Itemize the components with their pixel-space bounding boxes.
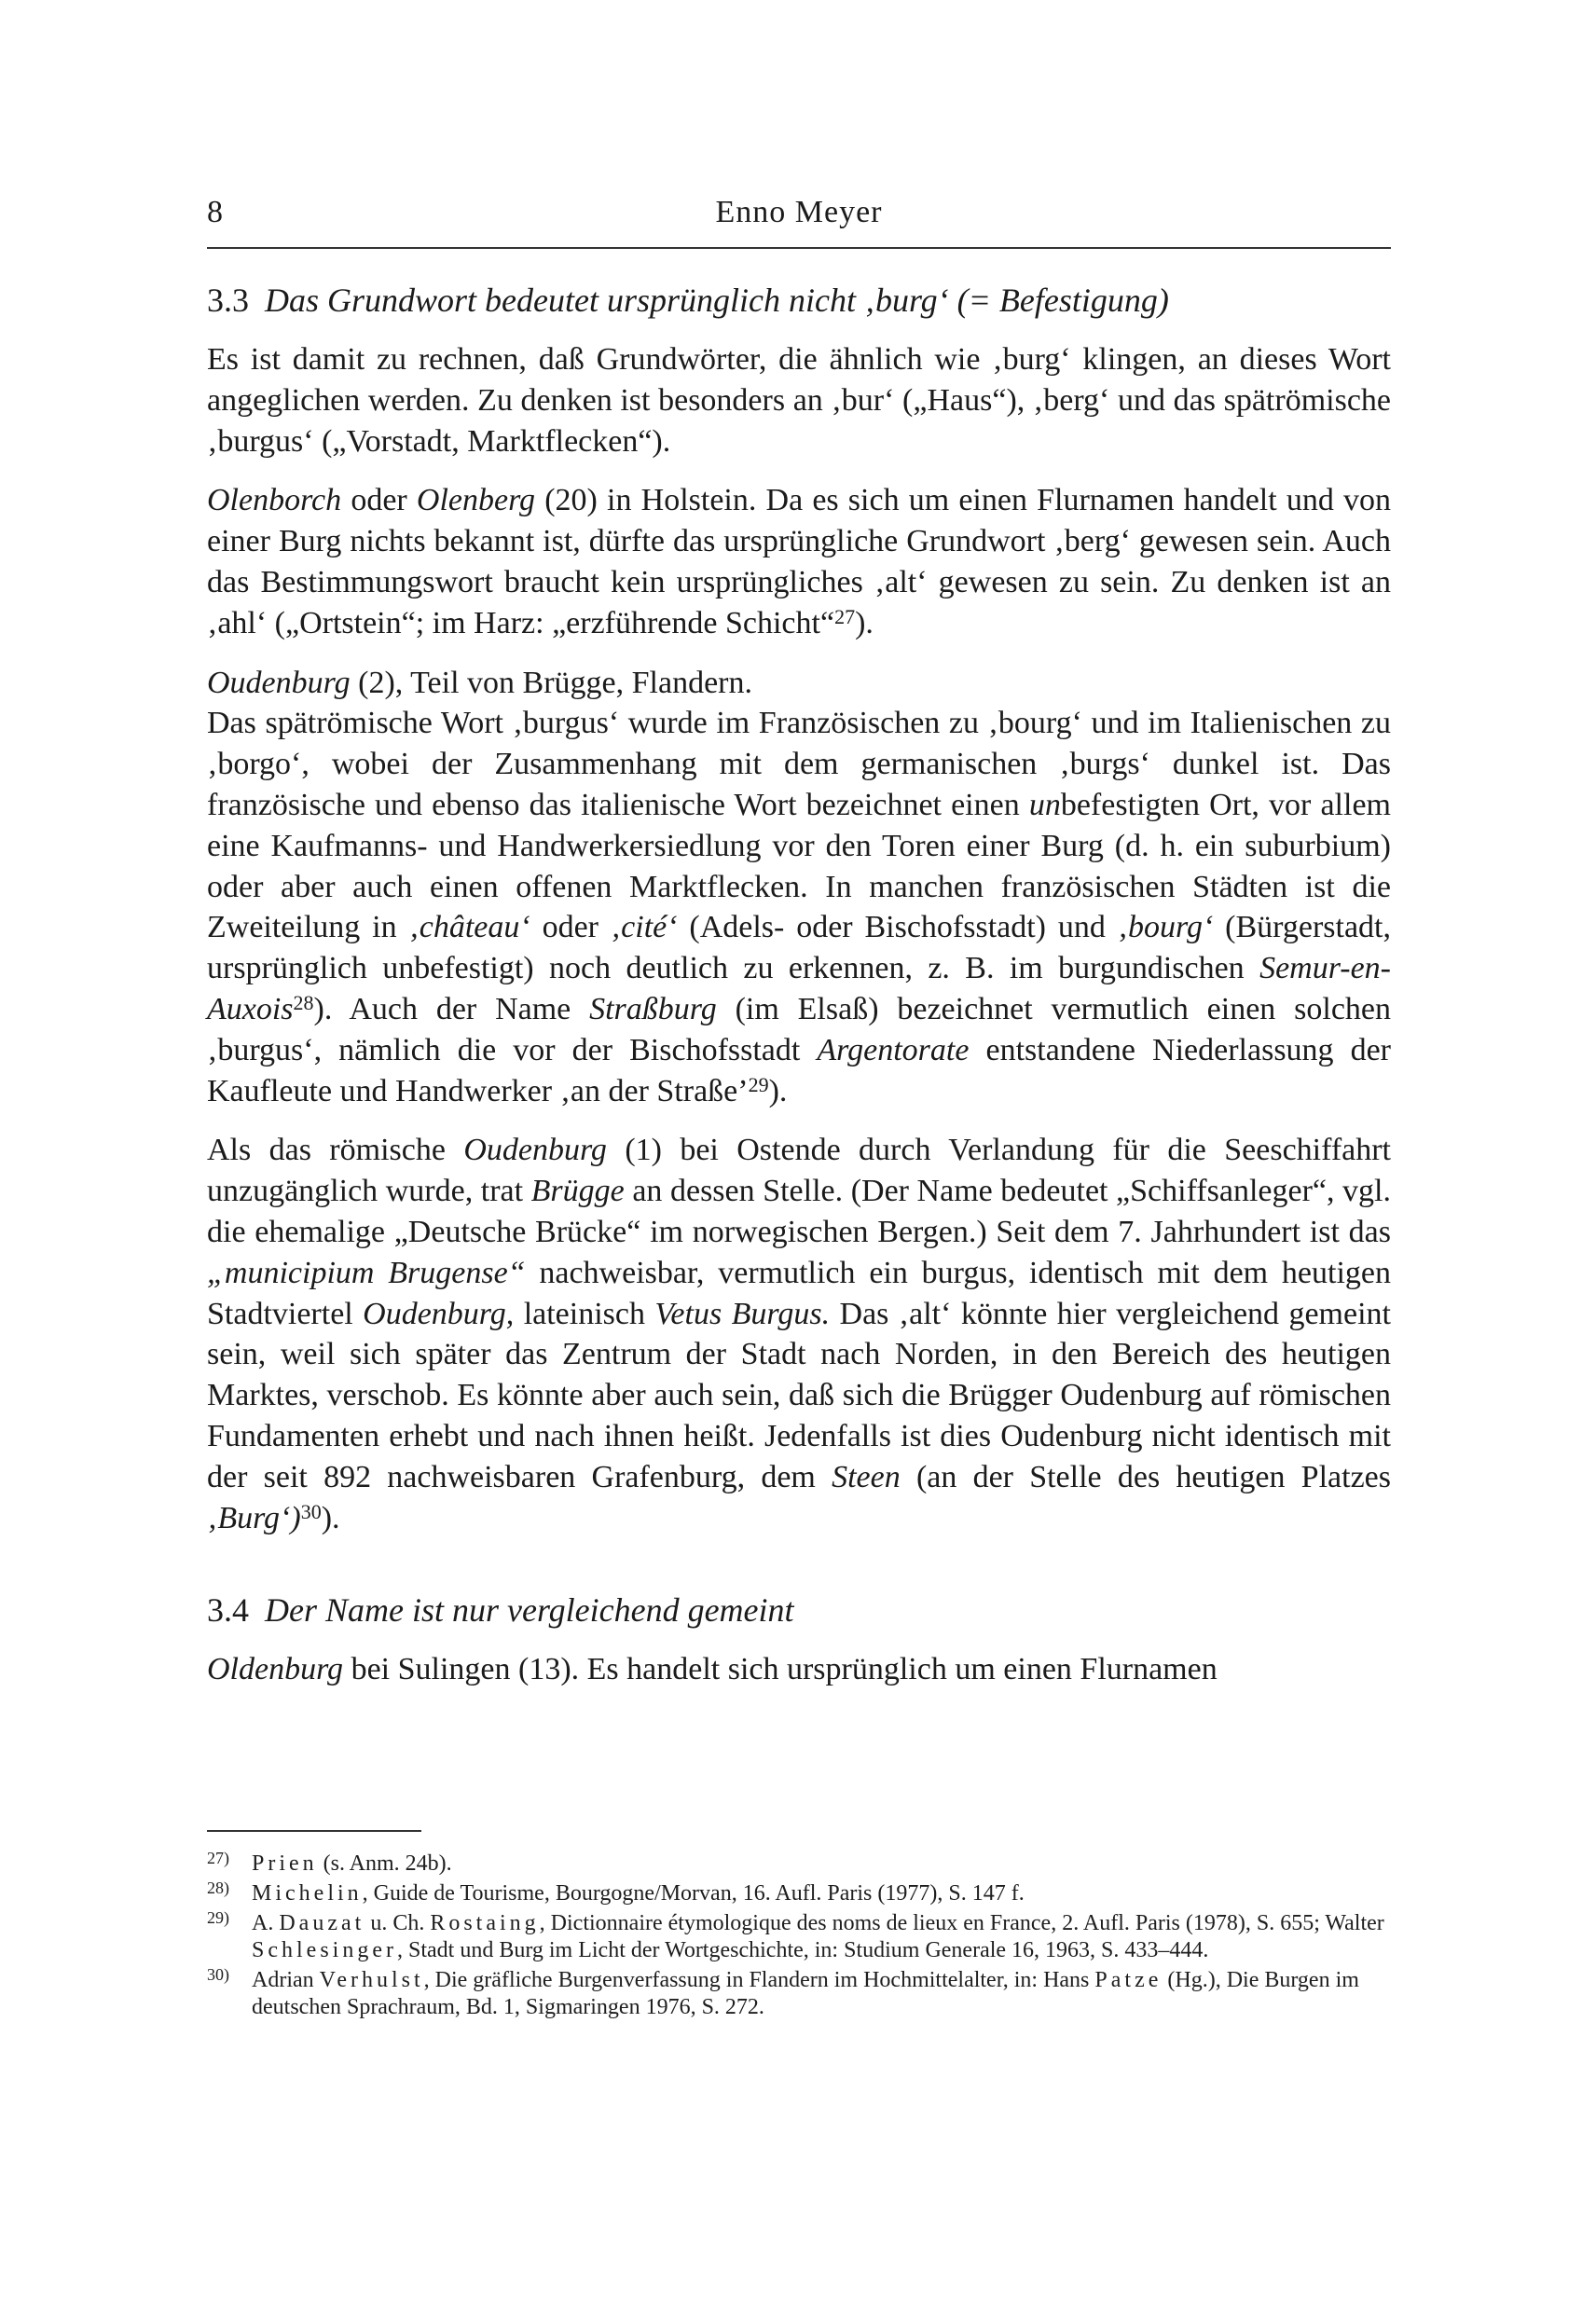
footnote-text: , Guide de Tourisme, Bourgogne/Morvan, 16. Aufl. Paris (1977), S. 147 f. — [362, 1881, 1025, 1906]
footnote-separator — [207, 1830, 421, 1832]
footnote-text: , Stadt und Burg im Licht der Wortgeschichte, in: Studium Generale 16, 1963, S. 433–444. — [396, 1938, 1209, 1962]
text-run: entstandene Niederlassung der Kaufleute und Handwerker ‚an der Straße’ — [207, 1032, 1392, 1108]
footnote-ref-27[interactable]: 27 — [834, 604, 856, 628]
footnote-text: A. — [252, 1911, 280, 1935]
footnote-author: Prien — [252, 1851, 318, 1876]
footnote-number: 29) — [207, 1908, 229, 1927]
text-run: (an der Stelle des heutigen Platzes — [900, 1459, 1391, 1494]
text-run: bei Sulingen (13). Es handelt sich ursprünglich um einen Flurnamen — [343, 1652, 1218, 1687]
footnote-text: (Hg.), Die Burgen im deutschen Sprachraum, Bd. 1, Sigmaringen 1976, S. 272. — [252, 1968, 1359, 2019]
place-name: Straßburg — [589, 991, 717, 1026]
text-run: ). — [855, 605, 874, 640]
footnote-author: Schlesinger — [252, 1938, 397, 1962]
text-run: befestigten Ort, vor allem eine Kaufmanns- und Handwerkersiedlung vor den Toren einer Burg (d. h. ein suburbium) oder aber auch einen offenen Marktflecken. In manchen französischen Städten ist die Zweiteilung in — [207, 787, 1391, 945]
footnote-text: u. Ch. — [365, 1911, 431, 1935]
section-title: Das Grundwort bedeutet ursprünglich nicht ‚burg‘ (= Befestigung) — [265, 282, 1169, 319]
text-run: (2), Teil von Brügge, Flandern. — [350, 665, 752, 700]
place-name: Olenberg — [416, 483, 536, 518]
place-name: Steen — [832, 1459, 901, 1494]
text-run: oder — [341, 483, 417, 518]
footnote-author: Verhulst — [319, 1968, 424, 1992]
section-spacer — [207, 1557, 1391, 1590]
text-run: lateinisch — [514, 1296, 655, 1331]
footnote-ref-30[interactable]: 30 — [300, 1499, 322, 1523]
footnote-text: (s. Anm. 24b). — [317, 1851, 452, 1876]
footnote-number: 28) — [207, 1878, 229, 1897]
paragraph-oudenburg-title — [207, 663, 1391, 704]
section-title: Der Name ist nur vergleichend gemeint — [265, 1591, 794, 1630]
text-run: (Bürgerstadt, ursprünglich unbefestigt) noch deutlich zu erkennen, z. B. im burgundischen — [207, 910, 1391, 986]
emphasis: un — [1028, 787, 1061, 822]
footnote-text: , Dictionnaire étymologique des noms de lieux en France, 2. Aufl. Paris (1978), S. 655; Walter — [539, 1911, 1384, 1935]
text-run: (im Elsaß) bezeichnet vermutlich einen solchen ‚burgus‘, nämlich die vor der Bischofsstadt — [207, 991, 1392, 1067]
paragraph-grundwoerter: Es ist damit zu rechnen, daß Grundwörter, die ähnlich wie ‚burg‘ klingen, an dieses Wort angeglichen werden. Zu denken ist besonders an ‚bur‘ („Haus“), ‚berg‘ und das spätrömische ‚burgus‘ („Vorstadt, Marktflecken“). — [207, 342, 1391, 459]
page-header — [207, 191, 1391, 249]
place-name: ‚Burg‘) — [207, 1500, 301, 1535]
term: „municipium Brugense“ — [207, 1255, 526, 1290]
paragraph-ostende — [207, 1130, 1391, 1538]
term: ‚cité‘ — [610, 910, 678, 945]
footnote-ref-28[interactable]: 28 — [293, 990, 314, 1014]
footnote-number: 27) — [207, 1849, 229, 1867]
place-name: Argentorate — [817, 1032, 970, 1067]
text-run: ). — [768, 1073, 788, 1108]
paragraph-oldenburg — [207, 1649, 1391, 1690]
place-name: Olenborch — [207, 483, 342, 518]
footnote-author: Dauzat — [279, 1911, 365, 1935]
place-name: Brügge — [530, 1174, 625, 1209]
footnote-28 — [207, 1880, 1391, 1907]
place-name: Semur-en-Auxois — [207, 951, 1391, 1026]
text-run: (1) bei Ostende durch Verlandung für die Seeschiffahrt unzugänglich wurde, trat — [207, 1133, 1391, 1209]
footnote-30 — [207, 1967, 1391, 2021]
section-heading-3-4 — [207, 1590, 1391, 1631]
text-run: (Adels- oder Bischofsstadt) und — [677, 910, 1118, 945]
footnote-author: Patze — [1094, 1968, 1163, 1992]
text-run: ). Auch der Name — [313, 991, 590, 1026]
text-run: nachweisbar, vermutlich ein burgus, identisch mit dem heutigen Stadtviertel — [207, 1255, 1391, 1331]
text-run: an dessen Stelle. (Der Name bedeutet „Schiffsanleger“, vgl. die ehemalige „Deutsche Brücke“ im norwegischen Bergen.) Seit dem 7. Jahrhundert ist das — [207, 1174, 1391, 1249]
text-run: Das spätrömische Wort ‚burgus‘ wurde im Französischen zu ‚bourg‘ und im Italienischen zu ‚borgo‘, wobei der Zusammenhang mit dem germanischen ‚burgs‘ dunkel ist. Das französische und ebenso das italienische Wort bezeichnet einen — [207, 706, 1391, 822]
footnote-27 — [207, 1851, 1391, 1878]
text-run: Das ‚alt‘ könnte hier vergleichend gemeint sein, weil sich später das Zentrum der Stadt nach Norden, in den Bereich des heutigen Marktes, verschob. Es könnte aber auch sein, daß sich die Brügger Oudenburg auf römischen Fundamenten erhebt und nach ihnen heißt. Jedenfalls ist dies Oudenburg nicht identisch mit der seit 892 nachweisbaren Grafenburg, dem — [207, 1296, 1391, 1494]
text-run: ). — [321, 1500, 340, 1535]
footnote-ref-29[interactable]: 29 — [748, 1072, 769, 1096]
place-name: Oudenburg — [207, 665, 351, 700]
main-text — [207, 280, 1391, 1709]
term: ‚château‘ — [408, 910, 530, 945]
footnote-author: Rostaing — [430, 1911, 540, 1935]
footnote-text: , Die gräfliche Burgenverfassung in Flandern im Hochmittelalter, in: Hans — [423, 1968, 1095, 1992]
text-run: (20) in Holstein. Da es sich um einen Flurnamen handelt und von einer Burg nichts bekannt ist, dürfte das ursprüngliche Grundwort ‚berg‘ gewesen sein. Auch das Bestimmungswort braucht kein ursprüngliches ‚alt‘ gewesen zu sein. Zu denken ist an ‚ahl‘ („Ortstein“; im Harz: „erzführende Schicht“ — [207, 483, 1391, 640]
place-name: Oudenburg, — [363, 1296, 515, 1331]
footnote-number: 30) — [207, 1965, 229, 1984]
place-name: Oudenburg — [463, 1133, 607, 1168]
text-run: oder — [530, 910, 611, 945]
running-head: Enno Meyer — [715, 195, 883, 229]
paragraph-burgus — [207, 703, 1391, 1111]
section-heading-3-3 — [207, 280, 1391, 321]
footnote-author: Michelin — [252, 1881, 363, 1906]
term: ‚bourg‘ — [1117, 910, 1214, 945]
footnotes — [207, 1851, 1391, 2024]
section-number: 3.3 — [207, 282, 249, 319]
term: Vetus Burgus. — [654, 1296, 831, 1331]
place-name: Oldenburg — [207, 1652, 344, 1687]
footnote-text: Adrian — [252, 1968, 320, 1992]
text-run: Als das römische — [207, 1133, 464, 1168]
page-number: 8 — [207, 195, 224, 229]
paragraph-olenborch — [207, 480, 1391, 643]
footnote-29 — [207, 1910, 1391, 1964]
section-number: 3.4 — [207, 1591, 249, 1630]
